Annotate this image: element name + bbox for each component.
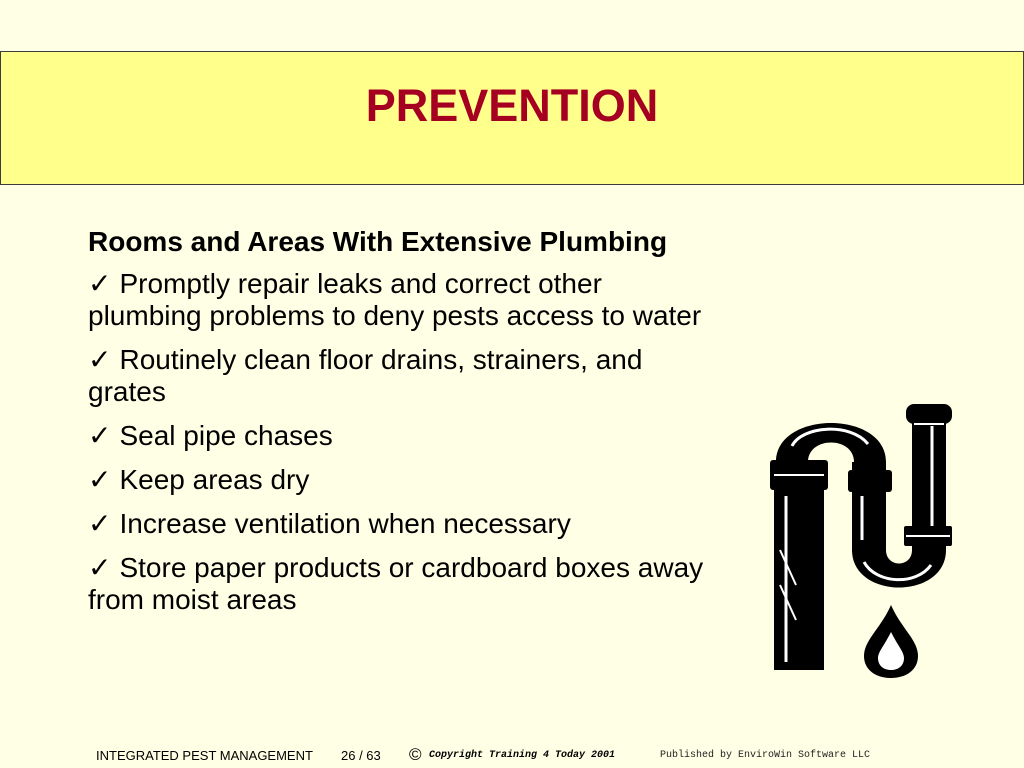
bullet-item [88,552,708,616]
bullet-item [88,268,708,332]
check-icon: ✓ [88,464,112,495]
page-number: 26 / 63 [341,748,381,763]
bullet-text: Increase ventilation when necessary [119,508,571,539]
bullet-item [88,464,708,496]
bullet-text: Keep areas dry [119,464,310,495]
check-icon: ✓ [88,508,112,539]
check-icon: ✓ [88,344,112,375]
slide-content [88,226,708,628]
copyright-icon: © [409,745,422,764]
slide-title: PREVENTION [365,80,659,131]
leaking-pipe-icon [766,400,956,680]
bullet-text: Store paper products or cardboard boxes away from moist areas [88,552,704,615]
section-heading: Rooms and Areas With Extensive Plumbing [88,226,668,257]
bullet-item [88,420,708,452]
footer-course: INTEGRATED PEST MANAGEMENT [96,748,313,763]
bullet-text: Promptly repair leaks and correct other plumbing problems to deny pests access to water [88,268,702,331]
check-icon: ✓ [88,420,112,451]
check-icon: ✓ [88,552,112,583]
bullet-item [88,508,708,540]
bullet-item [88,344,698,408]
footer-copyright: Copyright Training 4 Today 2001 [429,750,616,761]
footer-publisher: Published by EnviroWin Software LLC [660,750,871,761]
check-icon: ✓ [88,268,112,299]
bullet-text: Seal pipe chases [119,420,333,451]
bullet-text: Routinely clean floor drains, strainers, and grates [88,344,643,407]
